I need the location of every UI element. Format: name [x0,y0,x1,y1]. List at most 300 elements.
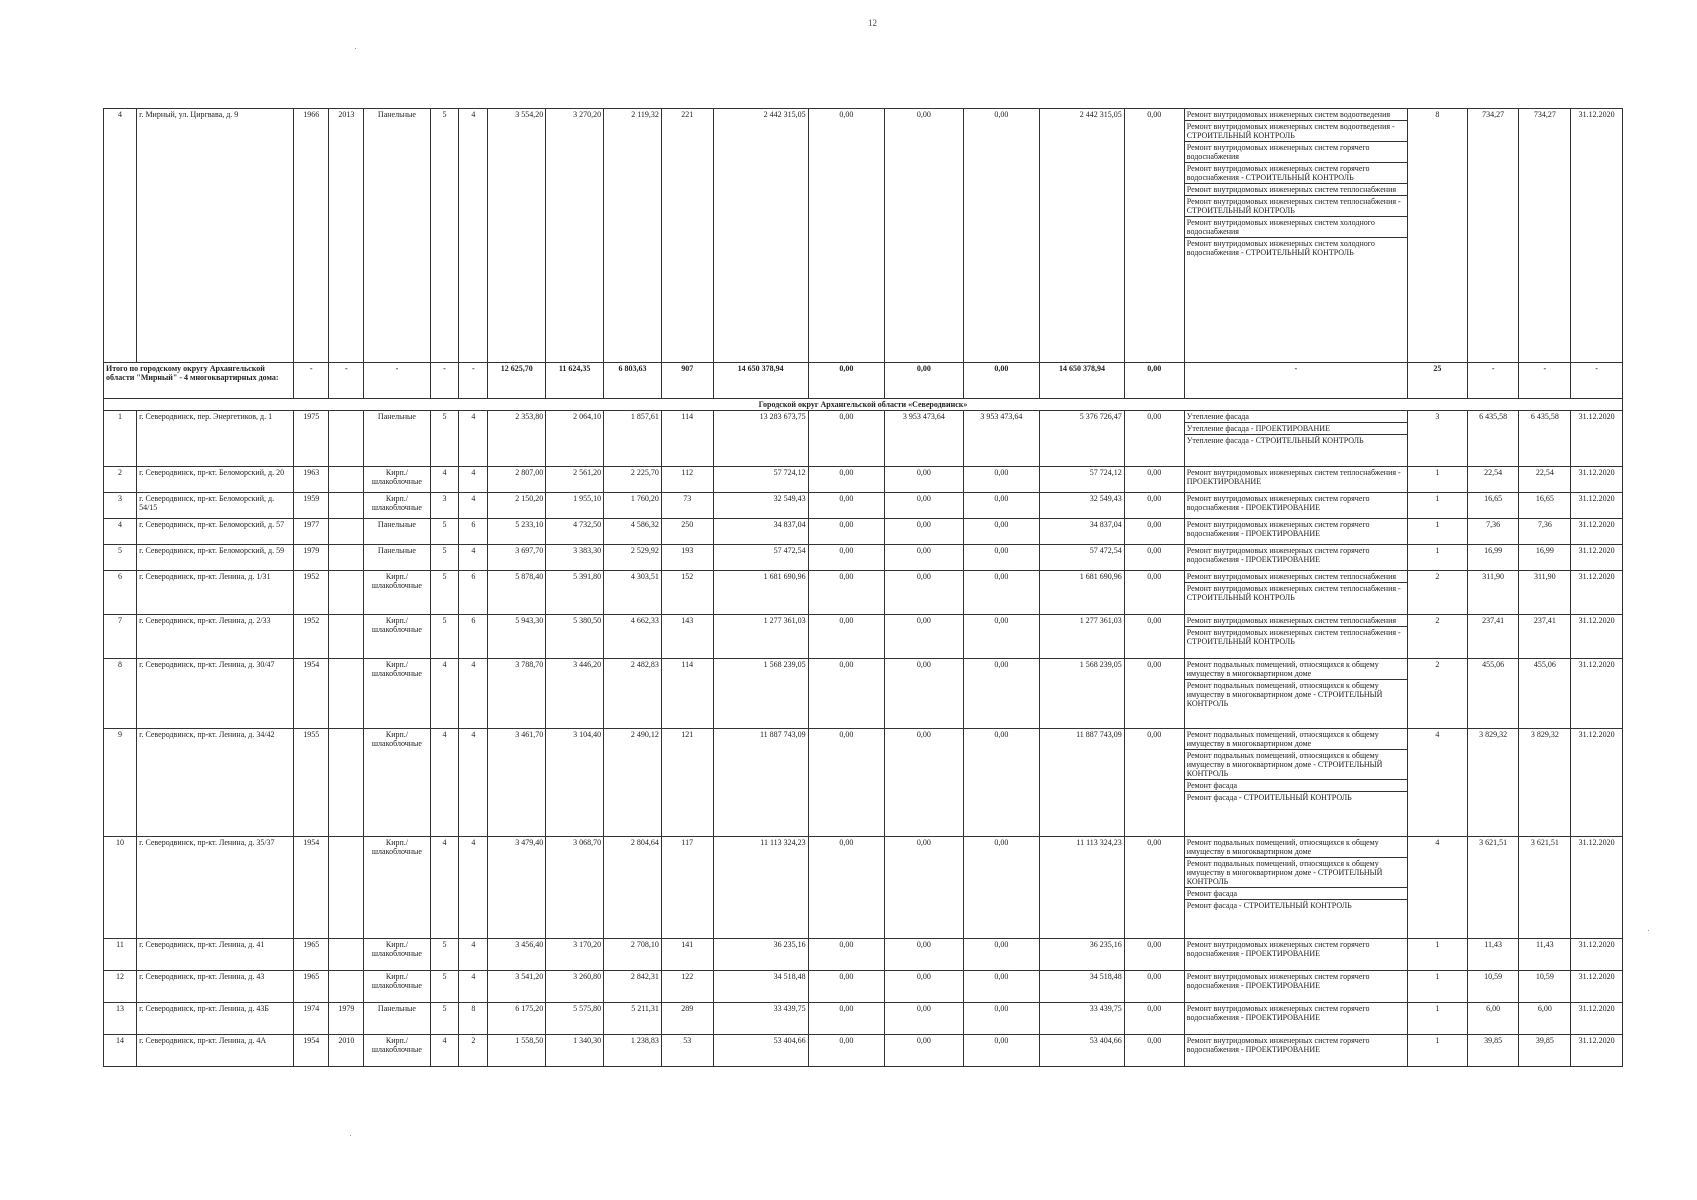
floors: 4 [430,837,459,939]
total-area: 3 788,70 [488,659,546,729]
deadline: 31.12.2020 [1571,837,1623,939]
section-header-row [104,399,1623,411]
area-owned: 2 482,83 [604,659,662,729]
area-owned: 2 842,31 [604,971,662,1003]
residents: 152 [661,571,713,615]
work-item: Утепление фасада - ПРОЕКТИРОВАНИЕ [1185,423,1407,435]
fund-federal: 0,00 [808,1003,884,1035]
fund-owners: 1 277 361,03 [1040,615,1125,659]
entrances: 4 [459,939,488,971]
unit-cost: 3 621,51 [1467,837,1519,939]
cost-total: 2 442 315,05 [713,109,808,363]
year-built: 1965 [294,971,329,1003]
deadline: 31.12.2020 [1571,493,1623,519]
residents: 193 [661,545,713,571]
fund-federal: 0,00 [808,493,884,519]
work-item: Ремонт фасада - СТРОИТЕЛЬНЫЙ КОНТРОЛЬ [1186,793,1352,802]
other-sources: 0,00 [1124,363,1184,399]
table-row [104,519,1623,545]
area-owned: 2 119,32 [604,109,662,363]
residents: 114 [661,659,713,729]
work-item: Ремонт внутридомовых инженерных систем теплоснабжения - СТРОИТЕЛЬНЫЙ КОНТРОЛЬ [1186,584,1401,602]
section-title: Городской округ Архангельской области «Северодвинск» [104,399,1623,411]
residents: 73 [661,493,713,519]
work-item: Ремонт подвальных помещений, относящихся к общему имуществу в многоквартирном доме [1185,659,1407,680]
area-owned: 2 708,10 [604,939,662,971]
row-number: 8 [104,659,137,729]
year-repair [329,729,364,837]
works-count: 1 [1407,519,1467,545]
table-row [104,411,1623,467]
fund-owners: 57 472,54 [1040,545,1125,571]
dash: - [1571,363,1623,399]
entrances: 6 [459,615,488,659]
dash: - [329,363,364,399]
fund-owners: 36 235,16 [1040,939,1125,971]
unit-cost: 237,41 [1467,615,1519,659]
work-item: Утепление фасада [1185,411,1407,423]
work-item: Утепление фасада - СТРОИТЕЛЬНЫЙ КОНТРОЛЬ [1186,436,1364,445]
works-list [1184,729,1407,837]
residents: 122 [661,971,713,1003]
deadline: 31.12.2020 [1571,1003,1623,1035]
residents: 143 [661,615,713,659]
works-list [1184,493,1407,519]
limit-cost: 3 829,32 [1519,729,1571,837]
work-item: Ремонт внутридомовых инженерных систем теплоснабжения - СТРОИТЕЛЬНЫЙ КОНТРОЛЬ [1186,628,1401,646]
works-list [1184,837,1407,939]
address: г. Северодвинск, пр-кт. Ленина, д. 4А [137,1035,294,1067]
wall-material: Панельные [364,545,430,571]
address: г. Северодвинск, пр-кт. Ленина, д. 34/42 [137,729,294,837]
fund-owners: 14 650 378,94 [1040,363,1125,399]
works-count: 1 [1407,1003,1467,1035]
total-row [104,363,1623,399]
address: г. Северодвинск, пр-кт. Ленина, д. 35/37 [137,837,294,939]
fund-federal: 0,00 [808,939,884,971]
wall-material: Панельные [364,1003,430,1035]
row-number: 6 [104,571,137,615]
year-repair [329,659,364,729]
works-count: 2 [1407,615,1467,659]
wall-material: Панельные [364,411,430,467]
work-item: Ремонт внутридомовых инженерных систем горячего водоснабжения - СТРОИТЕЛЬНЫЙ КОНТРОЛЬ [1185,163,1407,184]
cost-total: 1 681 690,96 [713,571,808,615]
year-repair [329,493,364,519]
wall-material: Кирп./ шлакоблочные [364,1035,430,1067]
living-area: 1 340,30 [546,1035,604,1067]
deadline: 31.12.2020 [1571,519,1623,545]
year-built: 1954 [294,837,329,939]
row-number: 1 [104,411,137,467]
scan-speck [355,48,356,49]
other-sources: 0,00 [1124,109,1184,363]
dash: - [459,363,488,399]
table-row [104,659,1623,729]
fund-owners: 34 518,48 [1040,971,1125,1003]
floors: 4 [430,659,459,729]
unit-cost: 6 435,58 [1467,411,1519,467]
wall-material: Кирп./ шлакоблочные [364,493,430,519]
fund-federal: 0,00 [808,545,884,571]
fund-local: 0,00 [963,971,1039,1003]
year-repair [329,467,364,493]
total-area: 2 353,80 [488,411,546,467]
wall-material: Кирп./ шлакоблочные [364,939,430,971]
fund-regional: 0,00 [885,467,964,493]
fund-regional: 0,00 [885,729,964,837]
total-area: 12 625,70 [488,363,546,399]
year-repair [329,615,364,659]
residents: 907 [661,363,713,399]
area-owned: 4 586,32 [604,519,662,545]
work-item: Ремонт внутридомовых инженерных систем теплоснабжения [1185,571,1407,583]
cost-total: 33 439,75 [713,1003,808,1035]
fund-owners: 2 442 315,05 [1040,109,1125,363]
row-number: 12 [104,971,137,1003]
works-count: 1 [1407,545,1467,571]
scan-speck [350,1135,351,1136]
total-label: Итого по городскому округу Архангельской области "Мирный" - 4 многоквартирных дома: [104,363,294,399]
works-list [1184,571,1407,615]
cost-total: 34 518,48 [713,971,808,1003]
entrances: 4 [459,545,488,571]
area-owned: 4 303,51 [604,571,662,615]
other-sources: 0,00 [1124,571,1184,615]
other-sources: 0,00 [1124,659,1184,729]
living-area: 2 561,20 [546,467,604,493]
wall-material: Кирп./ шлакоблочные [364,659,430,729]
fund-regional: 0,00 [885,659,964,729]
cost-total: 1 568 239,05 [713,659,808,729]
works-list [1184,971,1407,1003]
works-count: 1 [1407,939,1467,971]
work-item: Ремонт фасада [1185,780,1407,792]
fund-regional: 0,00 [885,837,964,939]
limit-cost: 39,85 [1519,1035,1571,1067]
row-number: 2 [104,467,137,493]
dash: - [1184,363,1407,399]
unit-cost: 3 829,32 [1467,729,1519,837]
cost-total: 36 235,16 [713,939,808,971]
wall-material: Панельные [364,519,430,545]
year-built: 1974 [294,1003,329,1035]
residents: 250 [661,519,713,545]
limit-cost: 16,99 [1519,545,1571,571]
row-number: 3 [104,493,137,519]
other-sources: 0,00 [1124,493,1184,519]
cost-total: 13 283 673,75 [713,411,808,467]
area-owned: 2 804,64 [604,837,662,939]
work-item: Ремонт внутридомовых инженерных систем горячего водоснабжения [1185,142,1407,163]
year-repair [329,939,364,971]
fund-local: 0,00 [963,729,1039,837]
living-area: 3 446,20 [546,659,604,729]
address: г. Северодвинск, пр-кт. Ленина, д. 41 [137,939,294,971]
fund-federal: 0,00 [808,109,884,363]
limit-cost: 6,00 [1519,1003,1571,1035]
total-area: 3 479,40 [488,837,546,939]
dash: - [364,363,430,399]
deadline: 31.12.2020 [1571,615,1623,659]
deadline: 31.12.2020 [1571,411,1623,467]
table-row [104,571,1623,615]
floors: 5 [430,519,459,545]
residents: 289 [661,1003,713,1035]
fund-regional: 0,00 [885,939,964,971]
year-repair [329,411,364,467]
floors: 5 [430,615,459,659]
fund-regional: 0,00 [885,1003,964,1035]
year-built: 1979 [294,545,329,571]
works-count: 2 [1407,571,1467,615]
works-count: 3 [1407,411,1467,467]
year-built: 1963 [294,467,329,493]
fund-regional: 0,00 [885,971,964,1003]
year-repair [329,545,364,571]
floors: 5 [430,1003,459,1035]
fund-federal: 0,00 [808,971,884,1003]
other-sources: 0,00 [1124,1035,1184,1067]
deadline: 31.12.2020 [1571,109,1623,363]
limit-cost: 11,43 [1519,939,1571,971]
area-owned: 2 529,92 [604,545,662,571]
address: г. Северодвинск, пр-кт. Ленина, д. 43Б [137,1003,294,1035]
year-repair: 2010 [329,1035,364,1067]
works-count: 1 [1407,493,1467,519]
work-item: Ремонт внутридомовых инженерных систем горячего водоснабжения - ПРОЕКТИРОВАНИЕ [1186,520,1370,538]
limit-cost: 22,54 [1519,467,1571,493]
unit-cost: 6,00 [1467,1003,1519,1035]
total-area: 3 541,20 [488,971,546,1003]
work-item: Ремонт подвальных помещений, относящихся к общему имуществу в многоквартирном доме - СТРОИТЕЛЬНЫЙ КОНТРОЛЬ [1185,858,1407,888]
works-list [1184,659,1407,729]
work-item: Ремонт внутридомовых инженерных систем холодного водоснабжения - СТРОИТЕЛЬНЫЙ КОНТРОЛЬ [1186,239,1375,257]
fund-local: 0,00 [963,615,1039,659]
limit-cost: 455,06 [1519,659,1571,729]
address: г. Северодвинск, пр-кт. Ленина, д. 1/31 [137,571,294,615]
cost-total: 57 472,54 [713,545,808,571]
work-item: Ремонт внутридомовых инженерных систем горячего водоснабжения - ПРОЕКТИРОВАНИЕ [1186,1004,1370,1022]
fund-local: 0,00 [963,467,1039,493]
work-item: Ремонт внутридомовых инженерных систем горячего водоснабжения - ПРОЕКТИРОВАНИЕ [1186,972,1370,990]
other-sources: 0,00 [1124,729,1184,837]
fund-federal: 0,00 [808,467,884,493]
wall-material: Кирп./ шлакоблочные [364,837,430,939]
total-area: 5 233,10 [488,519,546,545]
living-area: 11 624,35 [546,363,604,399]
dash: - [1467,363,1519,399]
works-list [1184,1003,1407,1035]
works-list [1184,467,1407,493]
works-count: 8 [1407,109,1467,363]
unit-cost: 7,36 [1467,519,1519,545]
year-built: 1952 [294,615,329,659]
fund-federal: 0,00 [808,411,884,467]
row-number: 7 [104,615,137,659]
address: г. Северодвинск, пер. Энергетиков, д. 1 [137,411,294,467]
address: г. Северодвинск, пр-кт. Ленина, д. 2/33 [137,615,294,659]
deadline: 31.12.2020 [1571,659,1623,729]
works-count: 1 [1407,971,1467,1003]
work-item: Ремонт подвальных помещений, относящихся к общему имуществу в многоквартирном доме [1185,837,1407,858]
year-built: 1952 [294,571,329,615]
address: г. Северодвинск, пр-кт. Ленина, д. 30/47 [137,659,294,729]
fund-owners: 34 837,04 [1040,519,1125,545]
floors: 5 [430,109,459,363]
fund-regional: 0,00 [885,109,964,363]
residents: 53 [661,1035,713,1067]
other-sources: 0,00 [1124,971,1184,1003]
fund-federal: 0,00 [808,1035,884,1067]
entrances: 4 [459,971,488,1003]
entrances: 6 [459,571,488,615]
limit-cost: 6 435,58 [1519,411,1571,467]
work-item: Ремонт внутридомовых инженерных систем теплоснабжения [1185,615,1407,627]
fund-local: 0,00 [963,519,1039,545]
fund-federal: 0,00 [808,729,884,837]
wall-material: Кирп./ шлакоблочные [364,571,430,615]
living-area: 3 383,30 [546,545,604,571]
fund-regional: 3 953 473,64 [885,411,964,467]
entrances: 4 [459,467,488,493]
fund-owners: 11 887 743,09 [1040,729,1125,837]
fund-federal: 0,00 [808,519,884,545]
fund-local: 0,00 [963,363,1039,399]
fund-local: 0,00 [963,109,1039,363]
fund-owners: 53 404,66 [1040,1035,1125,1067]
living-area: 3 068,70 [546,837,604,939]
limit-cost: 237,41 [1519,615,1571,659]
living-area: 5 380,50 [546,615,604,659]
work-item: Ремонт подвальных помещений, относящихся к общему имуществу в многоквартирном доме - СТРОИТЕЛЬНЫЙ КОНТРОЛЬ [1186,681,1383,708]
entrances: 4 [459,109,488,363]
year-built: 1959 [294,493,329,519]
residents: 221 [661,109,713,363]
year-repair [329,971,364,1003]
limit-cost: 734,27 [1519,109,1571,363]
other-sources: 0,00 [1124,519,1184,545]
residents: 121 [661,729,713,837]
fund-federal: 0,00 [808,363,884,399]
table-row [104,939,1623,971]
limit-cost: 10,59 [1519,971,1571,1003]
unit-cost: 455,06 [1467,659,1519,729]
work-item: Ремонт внутридомовых инженерных систем водоотведения [1185,109,1407,121]
floors: 5 [430,411,459,467]
entrances: 8 [459,1003,488,1035]
table-row [104,615,1623,659]
row-number: 9 [104,729,137,837]
year-repair [329,837,364,939]
fund-federal: 0,00 [808,837,884,939]
area-owned: 2 225,70 [604,467,662,493]
floors: 4 [430,467,459,493]
year-built: 1954 [294,659,329,729]
cost-total: 14 650 378,94 [713,363,808,399]
repair-register-table [103,108,1623,1067]
cost-total: 1 277 361,03 [713,615,808,659]
cost-total: 34 837,04 [713,519,808,545]
total-area: 3 697,70 [488,545,546,571]
fund-regional: 0,00 [885,493,964,519]
fund-owners: 33 439,75 [1040,1003,1125,1035]
other-sources: 0,00 [1124,837,1184,939]
floors: 4 [430,729,459,837]
fund-owners: 5 376 726,47 [1040,411,1125,467]
year-repair: 2013 [329,109,364,363]
row-number: 14 [104,1035,137,1067]
floors: 4 [430,1035,459,1067]
area-owned: 6 803,63 [604,363,662,399]
fund-regional: 0,00 [885,615,964,659]
works-count: 4 [1407,837,1467,939]
address: г. Северодвинск, пр-кт. Беломорский, д. 20 [137,467,294,493]
fund-federal: 0,00 [808,615,884,659]
work-item: Ремонт внутридомовых инженерных систем теплоснабжения - ПРОЕКТИРОВАНИЕ [1186,468,1401,486]
living-area: 3 260,80 [546,971,604,1003]
fund-owners: 1 568 239,05 [1040,659,1125,729]
fund-local: 0,00 [963,837,1039,939]
wall-material: Кирп./ шлакоблочные [364,971,430,1003]
limit-cost: 7,36 [1519,519,1571,545]
deadline: 31.12.2020 [1571,1035,1623,1067]
living-area: 5 391,80 [546,571,604,615]
row-number: 5 [104,545,137,571]
year-repair [329,519,364,545]
entrances: 4 [459,411,488,467]
works-list [1184,545,1407,571]
address: г. Северодвинск, пр-кт. Беломорский, д. 57 [137,519,294,545]
row-number: 4 [104,519,137,545]
work-item: Ремонт внутридомовых инженерных систем горячего водоснабжения - ПРОЕКТИРОВАНИЕ [1186,494,1370,512]
fund-regional: 0,00 [885,519,964,545]
works-count: 25 [1407,363,1467,399]
area-owned: 1 238,83 [604,1035,662,1067]
cost-total: 53 404,66 [713,1035,808,1067]
total-area: 3 456,40 [488,939,546,971]
fund-local: 0,00 [963,493,1039,519]
deadline: 31.12.2020 [1571,971,1623,1003]
address: г. Мирный, ул. Циргвава, д. 9 [137,109,294,363]
area-owned: 1 760,20 [604,493,662,519]
work-item: Ремонт внутридомовых инженерных систем горячего водоснабжения - ПРОЕКТИРОВАНИЕ [1186,940,1370,958]
living-area: 3 270,20 [546,109,604,363]
work-item: Ремонт фасада [1185,888,1407,900]
year-repair: 1979 [329,1003,364,1035]
area-owned: 1 857,61 [604,411,662,467]
works-count: 1 [1407,1035,1467,1067]
table-row [104,1003,1623,1035]
living-area: 3 170,20 [546,939,604,971]
table-row [104,545,1623,571]
other-sources: 0,00 [1124,467,1184,493]
unit-cost: 10,59 [1467,971,1519,1003]
living-area: 5 575,80 [546,1003,604,1035]
fund-regional: 0,00 [885,571,964,615]
works-list [1184,939,1407,971]
work-item: Ремонт внутридомовых инженерных систем горячего водоснабжения - ПРОЕКТИРОВАНИЕ [1186,546,1370,564]
dash: - [1519,363,1571,399]
total-area: 1 558,50 [488,1035,546,1067]
fund-local: 0,00 [963,1035,1039,1067]
deadline: 31.12.2020 [1571,571,1623,615]
cost-total: 11 113 324,23 [713,837,808,939]
fund-federal: 0,00 [808,659,884,729]
entrances: 4 [459,729,488,837]
wall-material: Кирп./ шлакоблочные [364,729,430,837]
wall-material: Панельные [364,109,430,363]
